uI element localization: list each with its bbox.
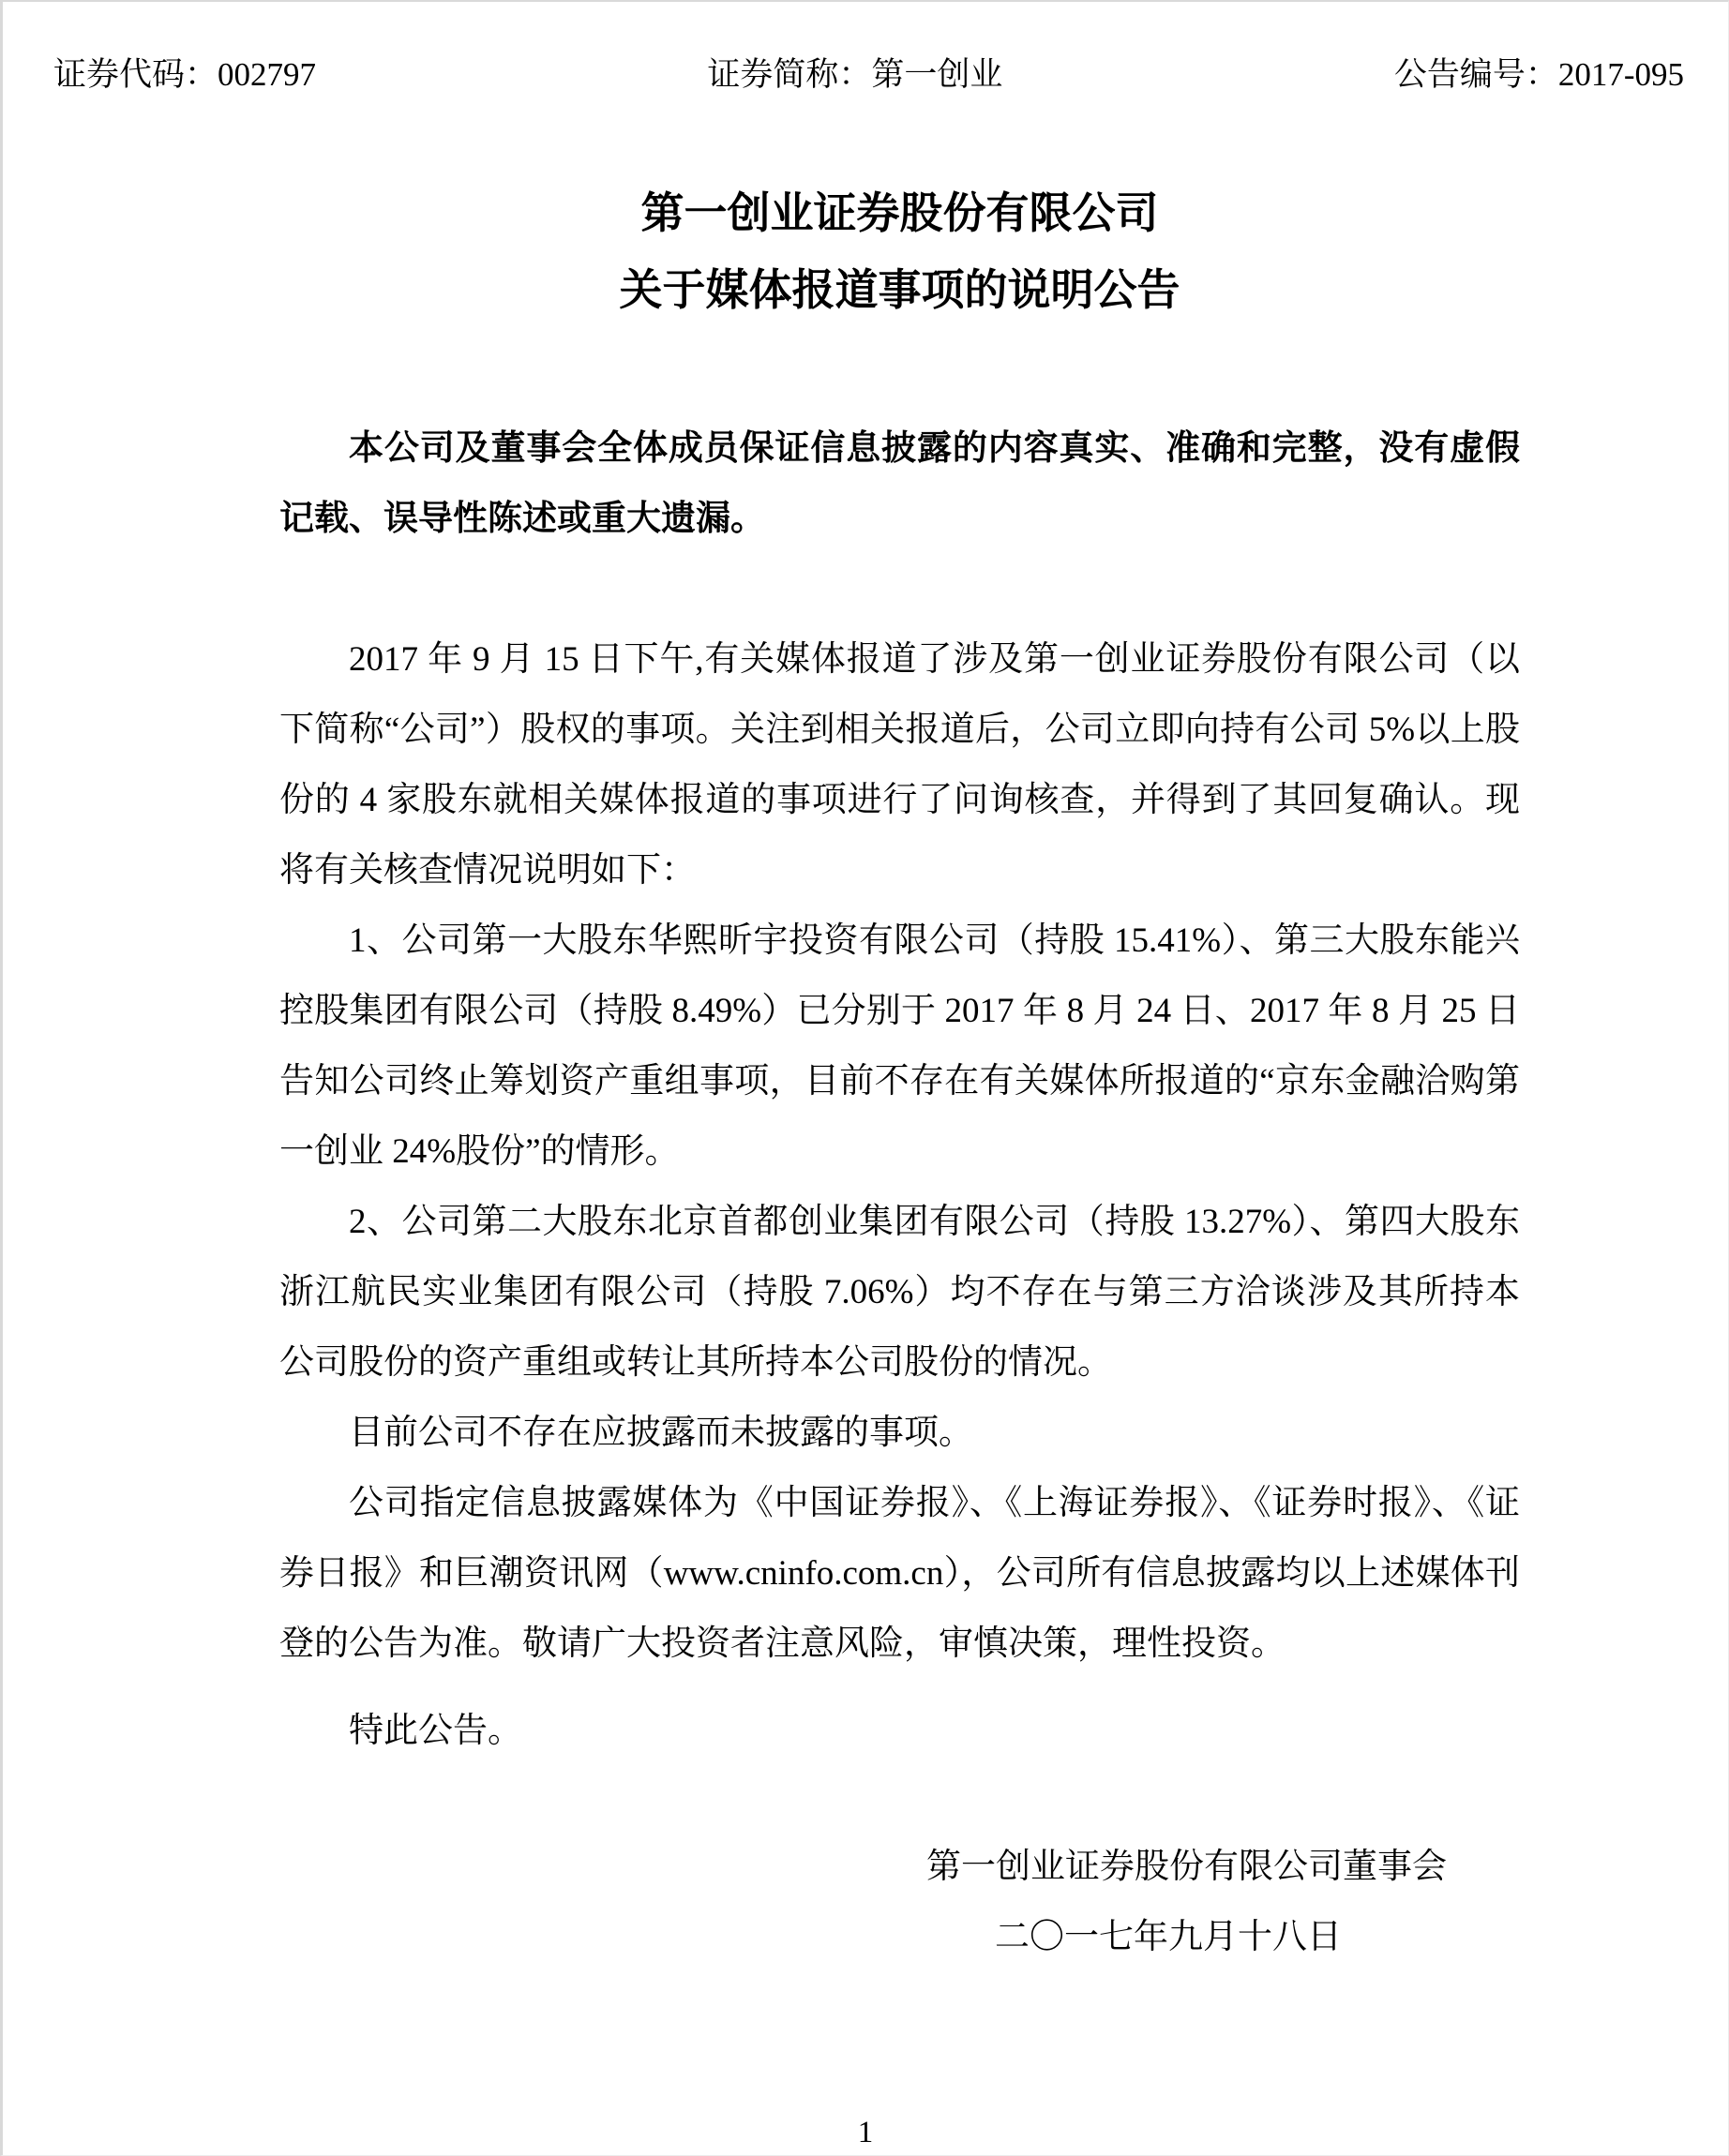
signature-company: 第一创业证券股份有限公司董事会 <box>926 1848 1447 1886</box>
page-number: 1 <box>857 2116 874 2149</box>
doc-body <box>279 413 1520 1972</box>
doc-title <box>279 175 1520 329</box>
paragraph-declaration: 本公司及董事会全体成员保证信息披露的内容真实、准确和完整，没有虚假记载、误导性陈述或重大遗漏。 <box>279 429 1520 538</box>
paragraph-item-2: 2、公司第二大股东北京首都创业集团有限公司（持股 13.27%）、第四大股东浙江航民实业集团有限公司（持股 7.06%）均不存在与第三方洽谈涉及其所持本公司股份的资产重组或转让其所持本公司股份的情况。 <box>279 1203 1520 1382</box>
paragraph-item-1: 1、公司第一大股东华熙昕宇投资有限公司（持股 15.41%）、第三大股东能兴控股集团有限公司（持股 8.49%）已分别于 2017 年 8 月 24 日、2017 年 8 月 25 日告知公司终止筹划资产重组事项，目前不存在有关媒体所报道的“京东金融洽购第一创业 24%股份”的情形。 <box>279 921 1520 1171</box>
paragraph-disclosure-media: 公司指定信息披露媒体为《中国证券报》、《上海证券报》、《证券时报》、《证券日报》和巨潮资讯网（www.cninfo.com.cn），公司所有信息披露均以上述媒体刊登的公告为准。敬请广大投资者注意风险，审慎决策，理性投资。 <box>279 1484 1520 1663</box>
doc-title-line1: 第一创业证券股份有限公司 <box>640 189 1159 237</box>
paragraph-no-undisclosed: 目前公司不存在应披露而未披露的事项。 <box>349 1414 973 1452</box>
announcement-number: 公告编号：2017-095 <box>1393 56 1684 93</box>
doc-header <box>3 2 1728 97</box>
signature-date: 二〇一七年九月十八日 <box>995 1918 1342 1956</box>
doc-title-line2: 关于媒体报道事项的说明公告 <box>619 266 1180 314</box>
doc-content <box>279 175 1520 1972</box>
paragraph-closing: 特此公告。 <box>349 1712 522 1750</box>
stock-abbr: 证券简称：第一创业 <box>707 56 1003 93</box>
stock-code: 证券代码：002797 <box>53 56 317 93</box>
paragraph-media-report: 2017 年 9 月 15 日下午,有关媒体报道了涉及第一创业证券股份有限公司（以下简称“公司”）股权的事项。关注到相关报道后，公司立即向持有公司 5%以上股份的 4 家股东就相关媒体报道的事项进行了问询核查，并得到了其回复确认。现将有关核查情况说明如下： <box>279 640 1520 890</box>
